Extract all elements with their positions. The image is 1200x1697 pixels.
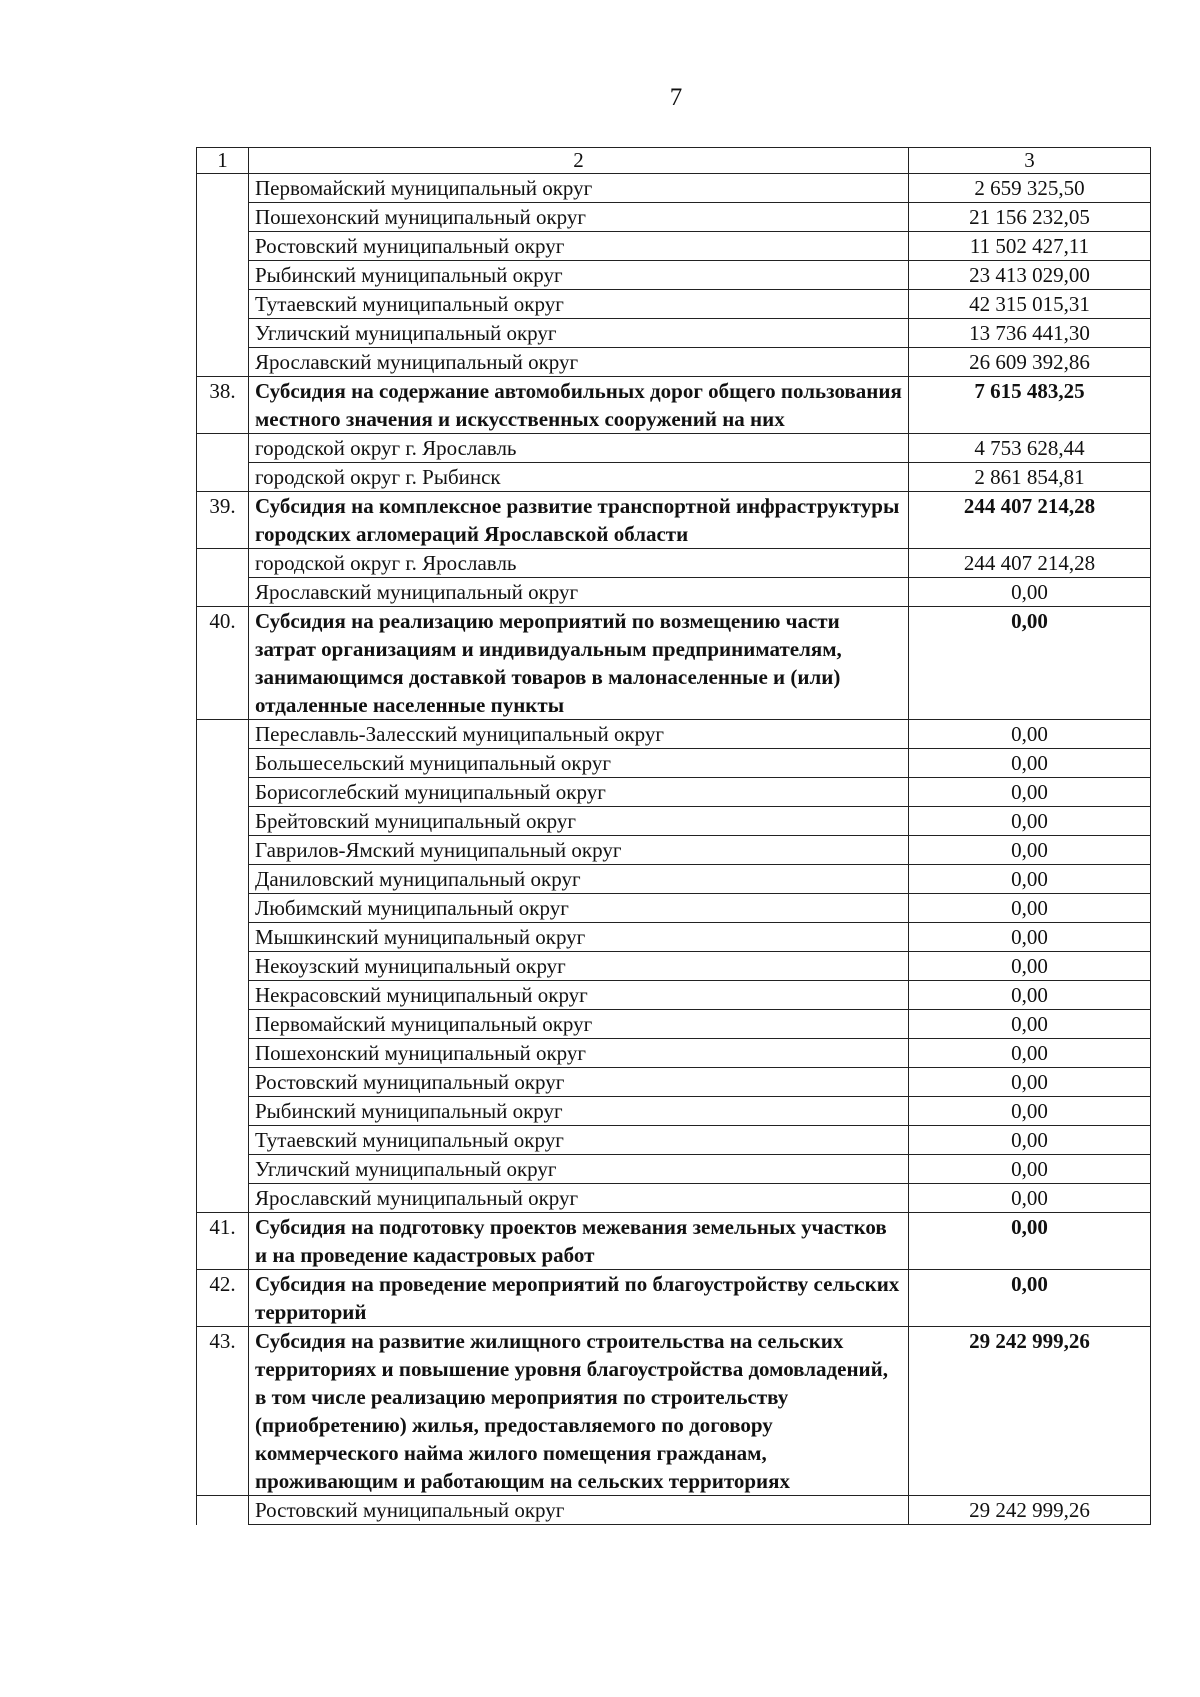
table-row: [197, 1155, 1151, 1184]
table-row: [197, 434, 1151, 463]
subsidy-title: Субсидия на содержание автомобильных дорог общего пользования местного значения и искусственных сооружений на них: [249, 377, 909, 434]
row-number: 38.: [197, 377, 249, 434]
table-row: [197, 836, 1151, 865]
header-col-2: 2: [249, 148, 909, 174]
municipality-amount: 0,00: [909, 923, 1151, 952]
row-number-empty: [197, 1068, 249, 1097]
row-number: 40.: [197, 607, 249, 720]
municipality-name: Пошехонский муниципальный округ: [249, 203, 909, 232]
municipality-name: городской округ г. Ярославль: [249, 549, 909, 578]
municipality-amount: 0,00: [909, 807, 1151, 836]
row-number-empty: [197, 319, 249, 348]
row-number-empty: [197, 865, 249, 894]
table-row: [197, 319, 1151, 348]
municipality-amount: 0,00: [909, 1155, 1151, 1184]
municipality-amount: 4 753 628,44: [909, 434, 1151, 463]
municipality-name: Некоузский муниципальный округ: [249, 952, 909, 981]
row-number-empty: [197, 1155, 249, 1184]
municipality-name: Гаврилов-Ямский муниципальный округ: [249, 836, 909, 865]
row-number-empty: [197, 463, 249, 492]
municipality-name: Рыбинский муниципальный округ: [249, 1097, 909, 1126]
municipality-amount: 0,00: [909, 778, 1151, 807]
municipality-name: Угличский муниципальный округ: [249, 1155, 909, 1184]
municipality-amount: 2 659 325,50: [909, 174, 1151, 203]
table-row: [197, 1097, 1151, 1126]
table-row: [197, 981, 1151, 1010]
municipality-name: Ростовский муниципальный округ: [249, 232, 909, 261]
row-number-empty: [197, 749, 249, 778]
municipality-amount: 0,00: [909, 894, 1151, 923]
municipality-name: Брейтовский муниципальный округ: [249, 807, 909, 836]
row-number: 42.: [197, 1270, 249, 1327]
municipality-amount: 0,00: [909, 1126, 1151, 1155]
municipality-name: Ярославский муниципальный округ: [249, 1184, 909, 1213]
municipality-amount: 11 502 427,11: [909, 232, 1151, 261]
municipality-amount: 0,00: [909, 836, 1151, 865]
table-row: [197, 261, 1151, 290]
municipality-name: Угличский муниципальный округ: [249, 319, 909, 348]
row-number-empty: [197, 807, 249, 836]
municipality-amount: 21 156 232,05: [909, 203, 1151, 232]
row-number: 41.: [197, 1213, 249, 1270]
row-number-empty: [197, 1039, 249, 1068]
municipality-name: городской округ г. Рыбинск: [249, 463, 909, 492]
section-row: [197, 1270, 1151, 1327]
row-number-empty: [197, 1496, 249, 1525]
table-row: [197, 1010, 1151, 1039]
row-number-empty: [197, 1184, 249, 1213]
row-number-empty: [197, 981, 249, 1010]
row-number-empty: [197, 720, 249, 749]
subsidy-table-body: [197, 148, 1151, 1525]
subsidy-total: 7 615 483,25: [909, 377, 1151, 434]
header-col-3: 3: [909, 148, 1151, 174]
row-number-empty: [197, 203, 249, 232]
subsidy-total: 0,00: [909, 1213, 1151, 1270]
table-row: [197, 203, 1151, 232]
table-row: [197, 348, 1151, 377]
municipality-amount: 0,00: [909, 578, 1151, 607]
table-row: [197, 549, 1151, 578]
municipality-amount: 244 407 214,28: [909, 549, 1151, 578]
subsidy-total: 29 242 999,26: [909, 1327, 1151, 1496]
municipality-amount: 23 413 029,00: [909, 261, 1151, 290]
municipality-name: Мышкинский муниципальный округ: [249, 923, 909, 952]
subsidy-title: Субсидия на комплексное развитие транспортной инфраструктуры городских агломераций Ярославской области: [249, 492, 909, 549]
municipality-amount: 0,00: [909, 1010, 1151, 1039]
subsidy-title: Субсидия на подготовку проектов межевания земельных участков и на проведение кадастровых работ: [249, 1213, 909, 1270]
section-row: [197, 607, 1151, 720]
municipality-amount: 29 242 999,26: [909, 1496, 1151, 1525]
municipality-name: Ярославский муниципальный округ: [249, 578, 909, 607]
subsidy-total: 0,00: [909, 607, 1151, 720]
municipality-amount: 0,00: [909, 720, 1151, 749]
municipality-name: Ростовский муниципальный округ: [249, 1496, 909, 1525]
municipality-name: Некрасовский муниципальный округ: [249, 981, 909, 1010]
subsidy-title: Субсидия на развитие жилищного строительства на сельских территориях и повышение уровня благоустройства домовладений, в том числе реализацию мероприятия по строительству (приобретению) жилья, предоставляемого по договору коммерческого найма жилого помещения гражданам, проживающим и работающим на сельских территориях: [249, 1327, 909, 1496]
table-row: [197, 923, 1151, 952]
municipality-name: Переславль-Залесский муниципальный округ: [249, 720, 909, 749]
municipality-amount: 26 609 392,86: [909, 348, 1151, 377]
row-number-empty: [197, 261, 249, 290]
subsidy-total: 0,00: [909, 1270, 1151, 1327]
municipality-name: Любимский муниципальный округ: [249, 894, 909, 923]
municipality-name: Первомайский муниципальный округ: [249, 174, 909, 203]
municipality-name: Пошехонский муниципальный округ: [249, 1039, 909, 1068]
municipality-amount: 0,00: [909, 1184, 1151, 1213]
municipality-amount: 0,00: [909, 865, 1151, 894]
table-row: [197, 894, 1151, 923]
table-row: [197, 807, 1151, 836]
row-number-empty: [197, 232, 249, 261]
municipality-amount: 13 736 441,30: [909, 319, 1151, 348]
municipality-amount: 0,00: [909, 749, 1151, 778]
section-row: [197, 492, 1151, 549]
row-number-empty: [197, 952, 249, 981]
municipality-amount: 42 315 015,31: [909, 290, 1151, 319]
row-number-empty: [197, 923, 249, 952]
municipality-name: Рыбинский муниципальный округ: [249, 261, 909, 290]
row-number-empty: [197, 578, 249, 607]
municipality-name: Тутаевский муниципальный округ: [249, 290, 909, 319]
municipality-amount: 0,00: [909, 1039, 1151, 1068]
row-number-empty: [197, 1010, 249, 1039]
table-row: [197, 232, 1151, 261]
table-row: [197, 578, 1151, 607]
header-col-1: 1: [197, 148, 249, 174]
row-number: 39.: [197, 492, 249, 549]
table-row: [197, 463, 1151, 492]
table-row: [197, 749, 1151, 778]
row-number-empty: [197, 174, 249, 203]
municipality-amount: 2 861 854,81: [909, 463, 1151, 492]
section-row: [197, 1213, 1151, 1270]
municipality-name: Большесельский муниципальный округ: [249, 749, 909, 778]
table-row: [197, 1039, 1151, 1068]
subsidy-table: [196, 147, 1151, 1525]
table-header-row: [197, 148, 1151, 174]
municipality-name: Борисоглебский муниципальный округ: [249, 778, 909, 807]
table-row: [197, 290, 1151, 319]
municipality-name: Ростовский муниципальный округ: [249, 1068, 909, 1097]
row-number: 43.: [197, 1327, 249, 1496]
municipality-name: Даниловский муниципальный округ: [249, 865, 909, 894]
subsidy-title: Субсидия на реализацию мероприятий по возмещению части затрат организациям и индивидуальным предпринимателям, занимающимся доставкой товаров в малонаселенные и (или) отдаленные населенные пункты: [249, 607, 909, 720]
table-row: [197, 1496, 1151, 1525]
municipality-name: Первомайский муниципальный округ: [249, 1010, 909, 1039]
section-row: [197, 377, 1151, 434]
row-number-empty: [197, 434, 249, 463]
row-number-empty: [197, 836, 249, 865]
table-row: [197, 778, 1151, 807]
municipality-amount: 0,00: [909, 952, 1151, 981]
table-row: [197, 952, 1151, 981]
municipality-amount: 0,00: [909, 1097, 1151, 1126]
table-row: [197, 720, 1151, 749]
section-row: [197, 1327, 1151, 1496]
subsidy-title: Субсидия на проведение мероприятий по благоустройству сельских территорий: [249, 1270, 909, 1327]
row-number-empty: [197, 290, 249, 319]
municipality-name: городской округ г. Ярославль: [249, 434, 909, 463]
page-number: 7: [669, 84, 683, 111]
table-row: [197, 1184, 1151, 1213]
municipality-name: Тутаевский муниципальный округ: [249, 1126, 909, 1155]
row-number-empty: [197, 549, 249, 578]
row-number-empty: [197, 1097, 249, 1126]
subsidy-total: 244 407 214,28: [909, 492, 1151, 549]
row-number-empty: [197, 348, 249, 377]
row-number-empty: [197, 778, 249, 807]
row-number-empty: [197, 1126, 249, 1155]
municipality-name: Ярославский муниципальный округ: [249, 348, 909, 377]
table-row: [197, 1068, 1151, 1097]
table-row: [197, 174, 1151, 203]
table-row: [197, 865, 1151, 894]
municipality-amount: 0,00: [909, 981, 1151, 1010]
table-row: [197, 1126, 1151, 1155]
municipality-amount: 0,00: [909, 1068, 1151, 1097]
row-number-empty: [197, 894, 249, 923]
